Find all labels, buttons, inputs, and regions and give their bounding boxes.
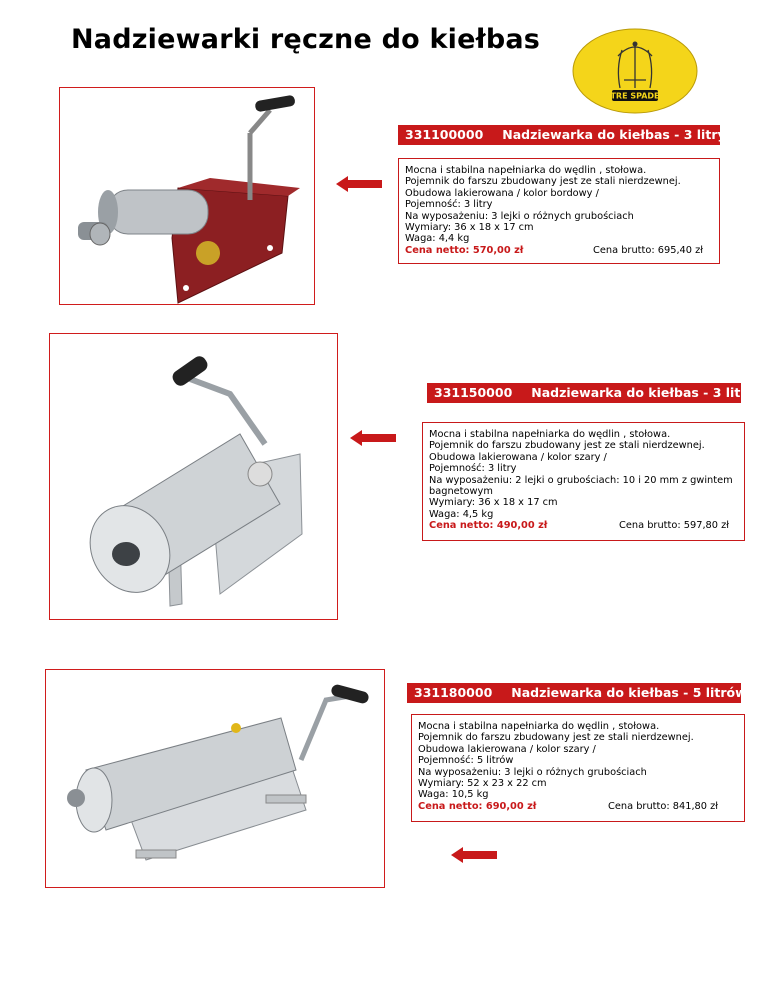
product-header-2 [427,383,755,403]
page-title: Nadziewarki ręczne do kiełbas [71,24,541,55]
sausage-stuffer-red-icon [60,88,314,304]
description-line: Wymiary: 52 x 23 x 22 cm [418,778,547,790]
price-gross: Cena brutto: 597,80 zł [619,520,730,532]
description-line: Na wyposażeniu: 3 lejki o różnych grubościach [418,766,647,778]
description-line: Pojemnik do farszu zbudowany jest ze stali nierdzewnej. [405,176,681,188]
product-photo-1 [59,87,315,305]
description-line: Pojemność: 3 litry [405,199,493,211]
description-line: Waga: 4,5 kg [429,508,494,520]
description-line: Pojemnik do farszu zbudowany jest ze stali nierdzewnej. [418,732,694,744]
description-line: Pojemność: 5 litrów [418,755,514,767]
price-gross: Cena brutto: 695,40 zł [593,244,704,256]
description-line: Obudowa lakierowana / kolor szary / [429,451,607,463]
arrow-left-icon [451,847,497,863]
description-line: Pojemność: 3 litry [429,463,517,475]
description-line: Waga: 10,5 kg [418,789,489,801]
description-line: Na wyposażeniu: 2 lejki o grubościach: 10 i 20 mm z gwintem bagnetowym [429,474,733,498]
arrow-left-icon [336,176,382,192]
sausage-stuffer-horizontal-icon [46,670,384,887]
product-description-2 [422,422,745,541]
tre-spade-logo [572,28,698,114]
product-header-1 [398,125,726,145]
price-net: Cena netto: 490,00 zł [429,520,548,532]
description-line: Obudowa lakierowana / kolor bordowy / [405,187,599,199]
arrow-left-icon [350,430,396,446]
logo-text: TRE SPADE [610,91,660,101]
product-photo-3 [45,669,385,888]
product-description-1 [398,158,720,264]
product-code: 331100000 [405,127,484,142]
description-line: Na wyposażeniu: 3 lejki o różnych grubościach [405,210,634,222]
product-description-3 [411,714,745,822]
description-line: Mocna i stabilna napełniarka do wędlin , stołowa. [418,721,660,732]
price-gross: Cena brutto: 841,80 zł [608,800,719,812]
product-header-3 [407,683,747,703]
description-line: Mocna i stabilna napełniarka do wędlin , stołowa. [429,429,671,440]
sausage-stuffer-steel-icon [50,334,337,619]
description-line: Pojemnik do farszu zbudowany jest ze stali nierdzewnej. [429,440,705,452]
description-line: Waga: 4,4 kg [405,233,470,245]
description-line: Mocna i stabilna napełniarka do wędlin , stołowa. [405,165,647,176]
product-name: Nadziewarka do kiełbas - 3 litry [502,127,726,142]
price-net: Cena netto: 570,00 zł [405,244,524,256]
price-net: Cena netto: 690,00 zł [418,800,537,812]
product-code: 331180000 [414,685,493,700]
product-code: 331150000 [434,385,513,400]
product-name: Nadziewarka do kiełbas - 3 litry [531,385,755,400]
description-line: Obudowa lakierowana / kolor szary / [418,743,596,755]
product-photo-2 [49,333,338,620]
description-line: Wymiary: 36 x 18 x 17 cm [405,222,534,234]
product-name: Nadziewarka do kiełbas - 5 litrów [511,685,747,700]
description-line: Wymiary: 36 x 18 x 17 cm [429,497,558,509]
